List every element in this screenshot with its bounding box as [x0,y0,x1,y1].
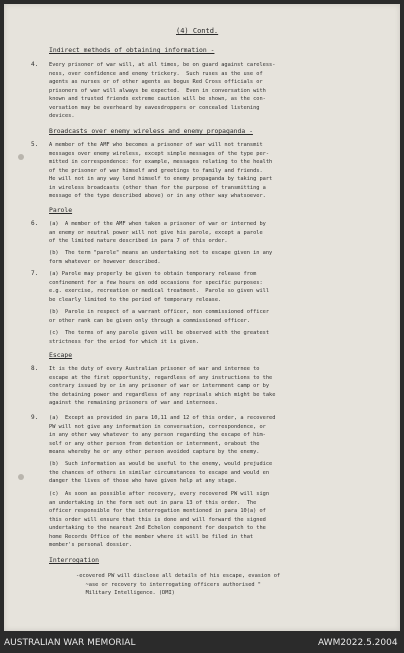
footer-accession-number: AWM2022.5.2004 [318,638,398,648]
para-4-line: Every prisoner of war will, at all times, be on guard against careless- [49,62,276,68]
para-5-line: of the prisoner of war himself and greetings to family and friends. [49,167,263,174]
para-4-line: versation may be overheard by eavesdroppers or concealed listening [49,104,260,111]
section-heading-broadcasts: Broadcasts over enemy wireless and enemy propaganda - [49,127,253,135]
para-4-line: devices. [49,113,75,119]
para-9a-line: means whereby he or any other person avoided capture by the enemy. [49,449,260,455]
archive-footer [0,634,404,653]
para-9c-line: (c) As soon as possible after recovery, every recovered PW will sign [49,491,270,497]
para-number: 5. [31,141,39,148]
para-8-line: the detaining power and regardless of any reprisals which might be take [49,391,276,398]
para-number: 7. [31,270,39,277]
para-7a-line: confinement for a few hours on odd occasions for specific purposes: [49,279,263,286]
para-7c-line: (c) The terms of any parole given will be observed with the greatest [49,330,270,336]
document-page [4,4,400,631]
para-5-line: in wireless broadcasts (other than for the purpose of transmitting a [49,184,266,191]
section-heading-indirect-methods: Indirect methods of obtaining information - [49,46,215,54]
para-6b-line: form whatever or however described. [49,258,161,265]
para-10-line: Military Intelligence. (DMI) [76,590,175,596]
para-9b-line: danger the lives of those who have given help at any stage. [49,478,238,484]
para-9b-line: (b) Such information as would be useful to the enemy, would prejudice [49,461,273,467]
para-8-line: escape at the first opportunity, regardless of any instructions to the [49,374,273,381]
para-7b-line: or other rank can be given only through a commissioned officer. [49,317,250,324]
para-10-line: -ecovered PW will disclose all details of his escape, evasion of [76,573,281,579]
para-10-line: ~ase or recovery to interrogating officers authorised " [76,581,261,588]
para-4-line: prisoners of war will always be expected. Even in conversation with [49,87,266,94]
para-7a-line: be clearly limited to the period of temporary release. [49,296,222,303]
para-9c-line: this order will ensure that this is done and will forward the signed [49,516,266,523]
para-9b-line: the chances of others in similar circumstances to escape and would en [49,469,270,476]
para-5-line: mitted in correspondence: for example, messages relating to the health [49,159,273,165]
section-heading-parole: Parole [49,206,73,214]
para-number: 9. [31,414,39,421]
para-5-line: messages over enemy wireless, except simple messages of the type per- [49,150,270,157]
punch-hole [18,154,24,160]
section-heading-interrogation: Interrogation [49,556,100,564]
para-9c-line: undertaking to the nearest 2nd Echelon component for despatch to the [49,525,266,531]
para-4-line: ness, over confidence and enemy trickery. Such ruses as the use of [49,70,263,77]
para-number: 6. [31,220,39,227]
para-9c-line: officer responsible for the interrogation mentioned in para 10(a) of [49,508,266,514]
para-9a-line: PW will not give any information in conversation, correspondence, or [49,423,266,430]
para-9a-line: in any other way whatever to any person regarding the escape of him- [49,432,266,438]
para-4-line: agents as nurses or of other agents as bogus Red Cross officials or [49,79,263,85]
section-heading-escape: Escape [49,351,73,359]
para-number: 4. [31,61,39,68]
page-title: (4) Contd. [176,27,219,35]
para-number: 8. [31,365,39,372]
para-7b-line: (b) Parole in respect of a warrant officer, non commissioned officer [49,309,270,315]
para-6b-line: (b) The term "parole" means an undertaking not to escape given in any [49,250,273,256]
para-9c-line: member's personal dossier. [49,542,132,548]
para-8-line: It is the duty of every Australian prisoner of war and internee to [49,366,260,372]
para-5-line: message of the type described above) or in any other way whatsoever. [49,193,266,199]
para-7a-line: e.g. exercise, recreation or medical treatment. Parole so given will [49,288,270,294]
para-7c-line: strictness for the eriod for which it is given. [49,338,199,345]
para-8-line: contrary issued by or in any prisoner of war or internment camp or by [49,383,270,389]
para-7a-line: (a) Parole may properly be given to obtain temporary release from [49,271,257,277]
para-6a-line: an enemy or neutral power will not give his parole, except a parole [49,229,263,236]
para-9c-line: an undertaking in the form set out in para 13 of this order. The [49,499,257,506]
punch-hole [18,474,24,480]
footer-institution: AUSTRALIAN WAR MEMORIAL [4,638,136,648]
para-9a-line: self or any other person from detention or internment, orabout the [49,440,260,447]
para-4-line: known and trusted friends extreme caution will be shown, as the con- [49,96,266,102]
para-9a-line: (a) Except as provided in para 10,11 and 12 of this order, a recovered [49,415,276,421]
para-5-line: He will not in any way lend himself to enemy propaganda by taking part [49,176,273,182]
para-6a-line: (a) A member of the AMF when taken a prisoner of war or interned by [49,221,266,227]
para-9c-line: home Records Office of the member where it will be filed in that [49,533,254,540]
para-6a-line: of the limited nature described in para 7 of this order. [49,238,228,244]
para-8-line: against the remaining prisoners of war and internees. [49,400,219,406]
para-5-line: A member of the AMF who becomes a prisoner of war will not transmit [49,142,263,148]
